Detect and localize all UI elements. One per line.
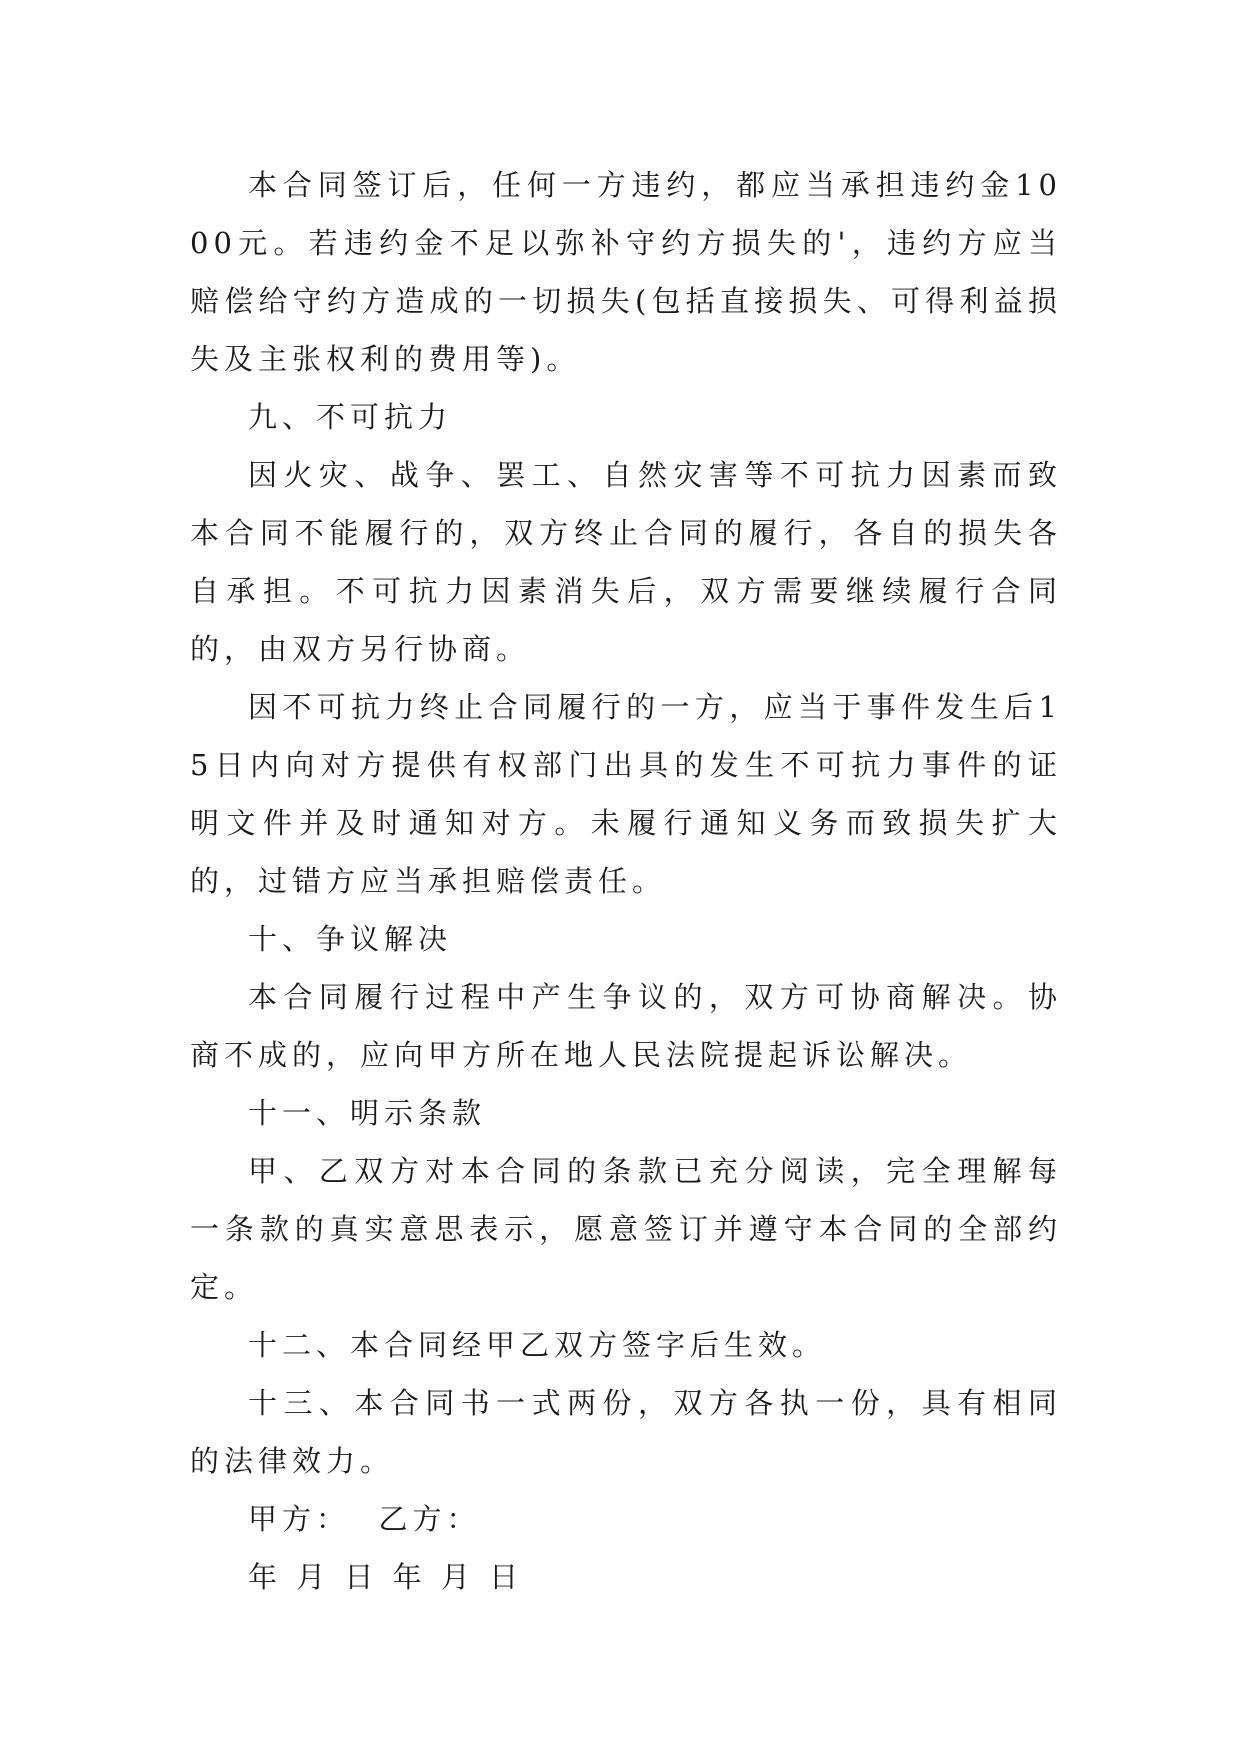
- date-line: [190, 1548, 1062, 1606]
- paragraph-breach-penalty: 本合同签订后，任何一方违约，都应当承担违约金1000元。若违约金不足以弥补守约方损失的'，违约方应当赔偿给守约方造成的一切损失(包括直接损失、可得利益损失及主张权利的费用等)。: [190, 168, 1062, 376]
- signature-line: [190, 1490, 1062, 1548]
- party-a-date: 年 月 日: [248, 1560, 379, 1594]
- paragraph-explicit-terms: 甲、乙双方对本合同的条款已充分阅读，完全理解每一条款的真实意思表示，愿意签订并遵守本合同的全部约定。: [190, 1154, 1062, 1304]
- paragraph-dispute: 本合同履行过程中产生争议的，双方可协商解决。协商不成的，应向甲方所在地人民法院提起诉讼解决。: [190, 980, 1062, 1072]
- party-a-label: 甲方：: [248, 1502, 351, 1536]
- paragraph-force-majeure: 因火灾、战争、罢工、自然灾害等不可抗力因素而致本合同不能履行的，双方终止合同的履行，各自的损失各自承担。不可抗力因素消失后，双方需要继续履行合同的，由双方另行协商。: [190, 458, 1062, 666]
- paragraph-effective: 十二、本合同经甲乙双方签字后生效。: [248, 1328, 827, 1362]
- section-heading-force-majeure: 九、不可抗力: [248, 400, 453, 434]
- paragraph-copies: 十三、本合同书一式两份，双方各执一份，具有相同的法律效力。: [190, 1386, 1062, 1478]
- section-heading-explicit-terms: 十一、明示条款: [248, 1096, 487, 1130]
- paragraph-force-majeure-notice: 因不可抗力终止合同履行的一方，应当于事件发生后15日内向对方提供有权部门出具的发生不可抗力事件的证明文件并及时通知对方。未履行通知义务而致损失扩大的，过错方应当承担赔偿责任。: [190, 690, 1062, 898]
- section-heading-dispute: 十、争议解决: [248, 922, 453, 956]
- party-b-label: 乙方：: [378, 1502, 481, 1536]
- document-body: [190, 156, 1062, 1606]
- party-b-date: 年 月 日: [392, 1560, 524, 1594]
